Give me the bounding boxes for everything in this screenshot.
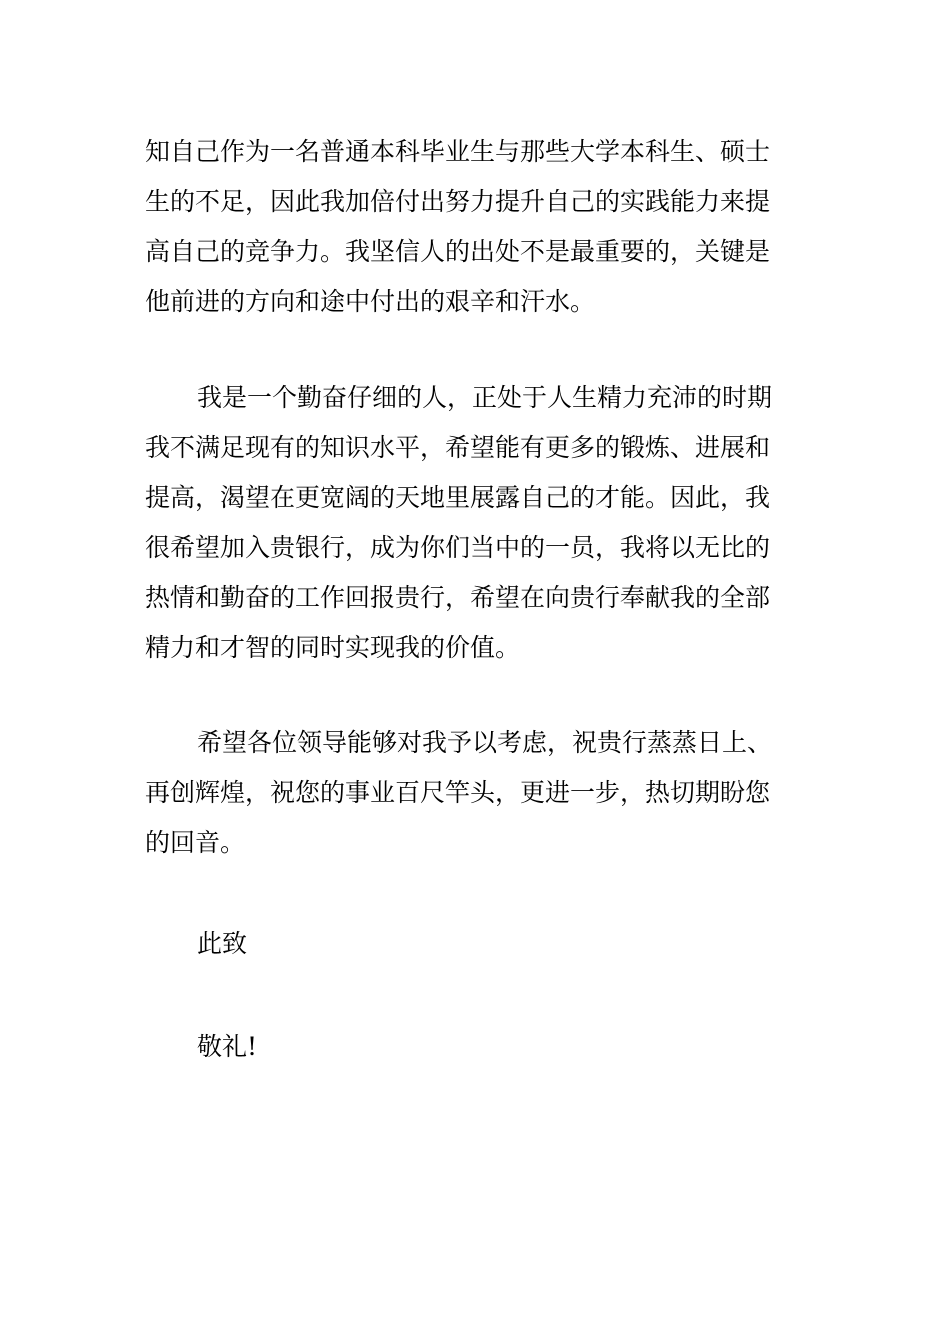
text-line: 很希望加入贵银行，成为你们当中的一员，我将以无比的 (145, 533, 771, 562)
closing-salutation (145, 919, 815, 969)
text-line: 他前进的方向和途中付出的艰辛和汗水。 (145, 287, 596, 316)
text-line: 敬礼! (197, 1032, 258, 1061)
paragraph-closing-wishes (145, 718, 815, 868)
text-line: 再创辉煌，祝您的事业百尺竿头，更进一步，热切期盼您 (145, 778, 771, 807)
text-line: 我不满足现有的知识水平，希望能有更多的锻炼、进展和 (145, 433, 771, 462)
paragraph-self-assessment (145, 127, 815, 327)
text-line: 提高，渴望在更宽阔的天地里展露自己的才能。因此，我 (145, 483, 771, 512)
paragraph-motivation (145, 373, 815, 673)
text-line: 我是一个勤奋仔细的人，正处于人生精力充沛的时期 (197, 383, 773, 412)
text-line: 知自己作为一名普通本科毕业生与那些大学本科生、硕士 (145, 137, 771, 166)
closing-regards (145, 1022, 815, 1072)
text-line: 热情和勤奋的工作回报贵行，希望在向贵行奉献我的全部 (145, 583, 771, 612)
text-line: 高自己的竞争力。我坚信人的出处不是最重要的，关键是 (145, 237, 771, 266)
text-line: 生的不足，因此我加倍付出努力提升自己的实践能力来提 (145, 187, 771, 216)
text-line: 的回音。 (145, 828, 246, 857)
text-line: 此致 (197, 929, 248, 958)
text-line: 精力和才智的同时实现我的价值。 (145, 633, 521, 662)
text-line: 希望各位领导能够对我予以考虑，祝贵行蒸蒸日上、 (197, 728, 773, 757)
